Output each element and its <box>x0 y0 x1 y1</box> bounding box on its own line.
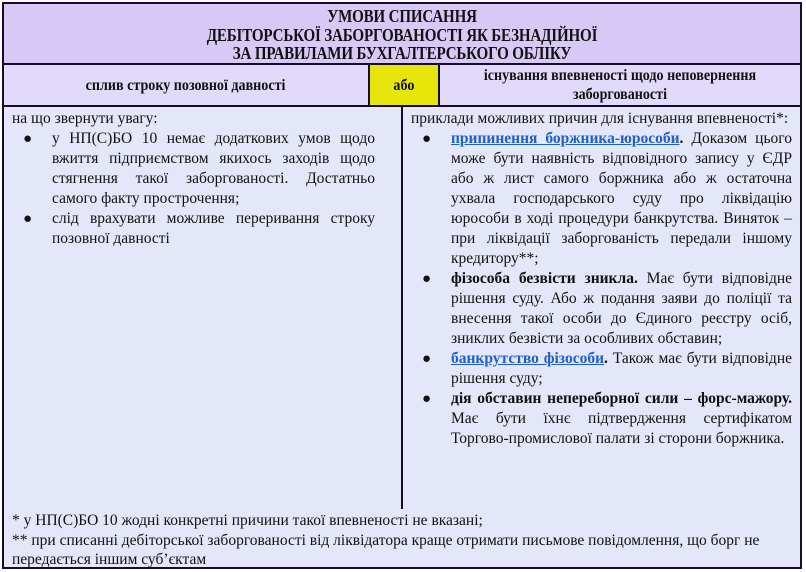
left-column <box>4 107 403 511</box>
list-item: ● припинення боржника-юрособи. Доказом цього може бути наявність відповідного запису у ЄДР або ж лист самого боржника або ж остаточна ухвала господарського суду про ліквідацію юрособи в ході процедури банкрутства. Виняток – при ліквідації заборгованість передали іншому кредитору**; <box>422 130 792 267</box>
header-non-repayment-certainty: існування впевненості щодо неповернення заборгованості <box>483 67 757 103</box>
individual-bankruptcy-link[interactable]: банкрутство фізособи <box>451 350 605 367</box>
bullet-icon: ● <box>422 131 432 147</box>
table-title <box>4 4 800 65</box>
bullet-icon: ● <box>23 211 33 227</box>
title-line: ЗА ПРАВИЛАМИ БУХГАЛТЕРСЬКОГО ОБЛІКУ <box>232 43 572 63</box>
footnote: * у НП(С)БО 10 жодні конкретні причини такої впевненості не вказані; <box>12 512 483 529</box>
header-row <box>4 65 800 107</box>
title-line: УМОВИ СПИСАННЯ <box>327 6 477 26</box>
bullet-icon: ● <box>422 391 432 407</box>
bullet-icon: ● <box>422 351 432 367</box>
list-item: ● слід врахувати можливе переривання строку позовної давності <box>23 210 375 247</box>
list-item: ● фізособа безвісти зникла. Має бути відповідне рішення суду. Або ж подання заяви до поліції та внесення такої особи до Єдиного реєстру осіб, зниклих безвісти за особливих обставин; <box>422 270 793 347</box>
right-intro: приклади можливих причин для існування впевненості*: <box>411 110 789 127</box>
title-line: ДЕБІТОРСЬКОЇ ЗАБОРГОВАНОСТІ ЯК БЕЗНАДІЙНОЇ <box>206 24 598 45</box>
list-item: ● дія обставин непереборної сили – форс-мажору. Має бути їхнє підтвердження сертифікатом Торгово-промислової палати зі сторони боржника. <box>422 390 792 447</box>
conditions-table <box>2 2 802 569</box>
item-lead: дія обставин непереборної сили – форс-мажору. <box>451 390 792 407</box>
bullet-icon: ● <box>422 271 432 287</box>
list-item: ● банкрутство фізособи. Також має бути відповідне рішення суду; <box>422 350 792 387</box>
right-list <box>411 129 792 449</box>
footnote: ** при списанні дебіторської заборгованості від ліквідатора краще отримати письмове повідомлення, що борг не передається іншим суб’єктам <box>12 531 760 568</box>
item-lead: фізособа безвісти зникла. <box>451 270 638 287</box>
body-row <box>4 107 800 513</box>
bullet-icon: ● <box>23 131 33 147</box>
footnotes <box>4 509 800 567</box>
header-limitation-expiry: сплив строку позовної давності <box>86 76 286 94</box>
header-or-connector: або <box>368 65 440 105</box>
left-intro: на що звернути увагу: <box>12 110 158 127</box>
legal-entity-termination-link[interactable]: припинення боржника-юрособи <box>451 130 680 147</box>
right-column <box>403 107 800 511</box>
list-item: ● у НП(С)БО 10 немає додаткових умов щодо вжиття підприємством якихось заходів щодо стягнення такої заборгованості. Достатньо самого факту прострочення; <box>23 130 375 207</box>
left-list <box>12 129 375 249</box>
